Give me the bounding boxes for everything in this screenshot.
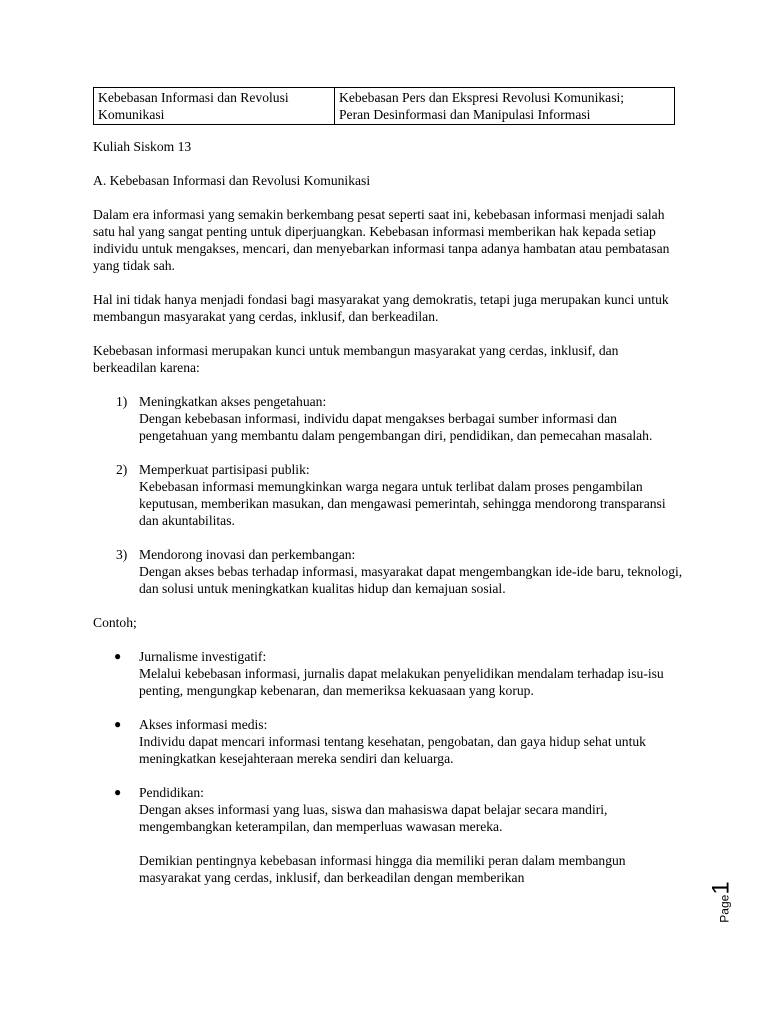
item-body: Dengan akses bebas terhadap informasi, masyarakat dapat mengembangkan ide-ide baru, teknologi, dan solusi untuk meningkatkan kualitas hidup dan kemajuan sosial.: [139, 564, 683, 596]
page-number-text: [707, 881, 735, 923]
bullet-icon: ●: [114, 717, 122, 731]
bullet-body: Dengan akses informasi yang luas, siswa dan mahasiswa dapat belajar secara mandiri, mengembangkan keterampilan, dan memperluas wawasan mereka.: [139, 802, 608, 834]
header-table: [93, 87, 675, 125]
item-number: 2): [116, 462, 128, 477]
header-left-cell: [94, 88, 335, 125]
bullet-icon: ●: [114, 649, 122, 663]
bullet-title: Jurnalisme investigatif:: [139, 649, 267, 664]
header-right-line-1: Kebebasan Pers dan Ekspresi Revolusi Komunikasi;: [339, 90, 625, 105]
bullet-body: Melalui kebebasan informasi, jurnalis dapat melakukan penyelidikan mendalam terhadap isu-isu penting, mengungkap kebenaran, dan memeriksa kekuasaan yang korup.: [139, 666, 664, 698]
header-right-cell: [335, 88, 675, 125]
numbered-item: [93, 461, 683, 529]
bullet-item: [93, 648, 683, 699]
header-left-line-2: Komunikasi: [98, 107, 165, 122]
item-body: Dengan kebebasan informasi, individu dapat mengakses berbagai sumber informasi dan pengetahuan yang membantu dalam pengembangan diri, pendidikan, dan pemecahan masalah.: [139, 411, 653, 443]
item-title: Mendorong inovasi dan perkembangan:: [139, 547, 356, 562]
item-title: Meningkatkan akses pengetahuan:: [139, 394, 327, 409]
bullet-body: Individu dapat mencari informasi tentang kesehatan, pengobatan, dan gaya hidup sehat untuk meningkatkan kesejahteraan mereka sendiri dan keluarga.: [139, 734, 646, 766]
item-title: Memperkuat partisipasi publik:: [139, 462, 310, 477]
header-right-line-2: Peran Desinformasi dan Manipulasi Informasi: [339, 107, 591, 122]
bullet-icon: ●: [114, 785, 122, 799]
contoh-label: Contoh;: [93, 615, 137, 630]
numbered-item: [93, 546, 683, 597]
bullet-title: Akses informasi medis:: [139, 717, 268, 732]
paragraph-1: Dalam era informasi yang semakin berkembang pesat seperti saat ini, kebebasan informasi menjadi salah satu hal yang sangat penting untuk diperjuangkan. Kebebasan informasi memberikan hak kepada setiap individu untuk mengakses, mencari, dan menyebarkan informasi tanpa adanya hambatan atau pembatasan yang tidak sah.: [93, 207, 670, 273]
header-left-line-1: Kebebasan Informasi dan Revolusi: [98, 90, 289, 105]
paragraph-3: Kebebasan informasi merupakan kunci untuk membangun masyarakat yang cerdas, inklusif, dan berkeadilan karena:: [93, 343, 619, 375]
bullet-item: [93, 784, 683, 835]
bullet-item: [93, 716, 683, 767]
numbered-item: [93, 393, 683, 444]
item-number: 1): [116, 394, 128, 409]
item-number: 3): [116, 547, 128, 562]
course-title: Kuliah Siskom 13: [93, 139, 192, 154]
section-heading: A. Kebebasan Informasi dan Revolusi Komunikasi: [93, 173, 371, 188]
document-body: [93, 138, 683, 886]
page-word: Page: [717, 894, 732, 923]
closing-paragraph: Demikian pentingnya kebebasan informasi hingga dia memiliki peran dalam membangun masyarakat yang cerdas, inklusif, dan berkeadilan dengan memberikan: [139, 853, 626, 885]
paragraph-2: Hal ini tidak hanya menjadi fondasi bagi masyarakat yang demokratis, tetapi juga merupakan kunci untuk membangun masyarakat yang cerdas, inklusif, dan berkeadilan.: [93, 292, 669, 324]
page-number-label: [708, 872, 738, 932]
bullet-title: Pendidikan:: [139, 785, 204, 800]
page-number: 1: [707, 881, 735, 895]
header-row: [94, 88, 675, 125]
item-body: Kebebasan informasi memungkinkan warga negara untuk terlibat dalam proses pengambilan keputusan, memberikan masukan, dan mengawasi pemerintah, sehingga mendorong transparansi dan akuntabilitas.: [139, 479, 666, 528]
